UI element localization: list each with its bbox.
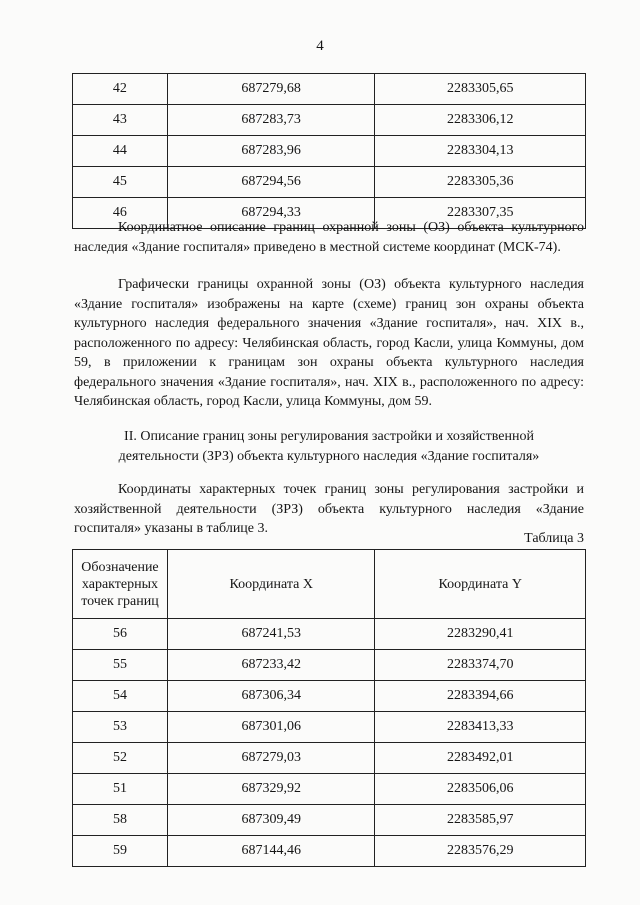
coordinate-y-cell: 2283492,01	[375, 743, 586, 774]
section-heading-line-2: деятельности (ЗРЗ) объекта культурного наследия «Здание госпиталя»	[118, 449, 540, 464]
coordinate-y-cell: 2283307,35	[375, 198, 586, 229]
coordinate-x-cell: 687294,56	[167, 167, 375, 198]
point-id-cell: 54	[73, 681, 168, 712]
header-point-designation	[73, 550, 168, 619]
section-heading-line-1: II. Описание границ зоны регулирования застройки и хозяйственной	[124, 429, 534, 444]
paragraph-table-reference: Координаты характерных точек границ зоны регулирования застройки и хозяйственной деятельности (ЗРЗ) объекта культурного наследия «Здание госпиталя» указаны в таблице 3.	[74, 482, 584, 536]
coordinate-y-cell: 2283306,12	[375, 105, 586, 136]
table-row	[73, 774, 586, 805]
table-row	[73, 836, 586, 867]
point-id-cell: 55	[73, 650, 168, 681]
coordinate-y-cell: 2283394,66	[375, 681, 586, 712]
coordinate-x-cell: 687294,33	[167, 198, 375, 229]
coordinate-x-cell: 687283,73	[167, 105, 375, 136]
table-row	[73, 681, 586, 712]
point-id-cell: 59	[73, 836, 168, 867]
table-row	[73, 743, 586, 774]
point-id-cell: 51	[73, 774, 168, 805]
coordinate-y-cell: 2283290,41	[375, 619, 586, 650]
coordinates-table-continued	[72, 73, 586, 229]
coordinate-x-cell: 687283,96	[167, 136, 375, 167]
coordinate-x-cell: 687301,06	[167, 712, 375, 743]
point-id-cell: 46	[73, 198, 168, 229]
coordinate-y-cell: 2283585,97	[375, 805, 586, 836]
paragraph-coordinate-system: Координатное описание границ охранной зоны (ОЗ) объекта культурного наследия «Здание госпиталя» приведено в местной системе координат (МСК-74).	[74, 220, 584, 255]
point-id-cell: 42	[73, 74, 168, 105]
table-row	[73, 650, 586, 681]
table-row	[73, 74, 586, 105]
point-id-cell: 58	[73, 805, 168, 836]
table-header-row	[73, 550, 586, 619]
header-line: точек границ	[81, 593, 159, 609]
table-caption: Таблица 3	[524, 531, 584, 546]
point-id-cell: 52	[73, 743, 168, 774]
coordinate-x-cell: 687279,03	[167, 743, 375, 774]
point-id-cell: 53	[73, 712, 168, 743]
coordinate-y-cell: 2283374,70	[375, 650, 586, 681]
point-id-cell: 56	[73, 619, 168, 650]
header-coordinate-y: Координата Y	[375, 550, 586, 619]
coordinate-x-cell: 687241,53	[167, 619, 375, 650]
point-id-cell: 44	[73, 136, 168, 167]
coordinate-x-cell: 687309,49	[167, 805, 375, 836]
header-coordinate-x: Координата X	[167, 550, 375, 619]
coordinate-y-cell: 2283305,65	[375, 74, 586, 105]
paragraph-graphic-boundaries: Графически границы охранной зоны (ОЗ) объекта культурного наследия «Здание госпиталя» изображены на карте (схеме) границ зон охраны объекта культурного наследия федерального значения «Здание госпиталя», нач. XIX в., расположенного по адресу: Челябинская область, город Касли, улица Коммуны, дом 59, в приложении к границам зон охраны объекта культурного наследия федерального значения «Здание госпиталя», нач. XIX в., расположенного по адресу: Челябинская область, город Касли, улица Коммуны, дом 59.	[74, 277, 584, 409]
section-heading	[74, 427, 584, 467]
coordinate-x-cell: 687144,46	[167, 836, 375, 867]
header-line: Обозначение	[81, 559, 159, 575]
point-id-cell: 45	[73, 167, 168, 198]
table-row	[73, 105, 586, 136]
coordinate-y-cell: 2283506,06	[375, 774, 586, 805]
header-line: характерных	[81, 576, 159, 592]
table-row	[73, 712, 586, 743]
coordinate-x-cell: 687279,68	[167, 74, 375, 105]
coordinate-y-cell: 2283413,33	[375, 712, 586, 743]
table-row	[73, 805, 586, 836]
point-id-cell: 43	[73, 105, 168, 136]
table-row	[73, 167, 586, 198]
coordinate-y-cell: 2283304,13	[375, 136, 586, 167]
page-number: 4	[316, 38, 324, 54]
table-row	[73, 136, 586, 167]
coordinate-x-cell: 687329,92	[167, 774, 375, 805]
coordinate-x-cell: 687233,42	[167, 650, 375, 681]
coordinate-x-cell: 687306,34	[167, 681, 375, 712]
table-row	[73, 619, 586, 650]
coordinates-table-3	[72, 549, 586, 867]
coordinate-y-cell: 2283576,29	[375, 836, 586, 867]
coordinate-y-cell: 2283305,36	[375, 167, 586, 198]
